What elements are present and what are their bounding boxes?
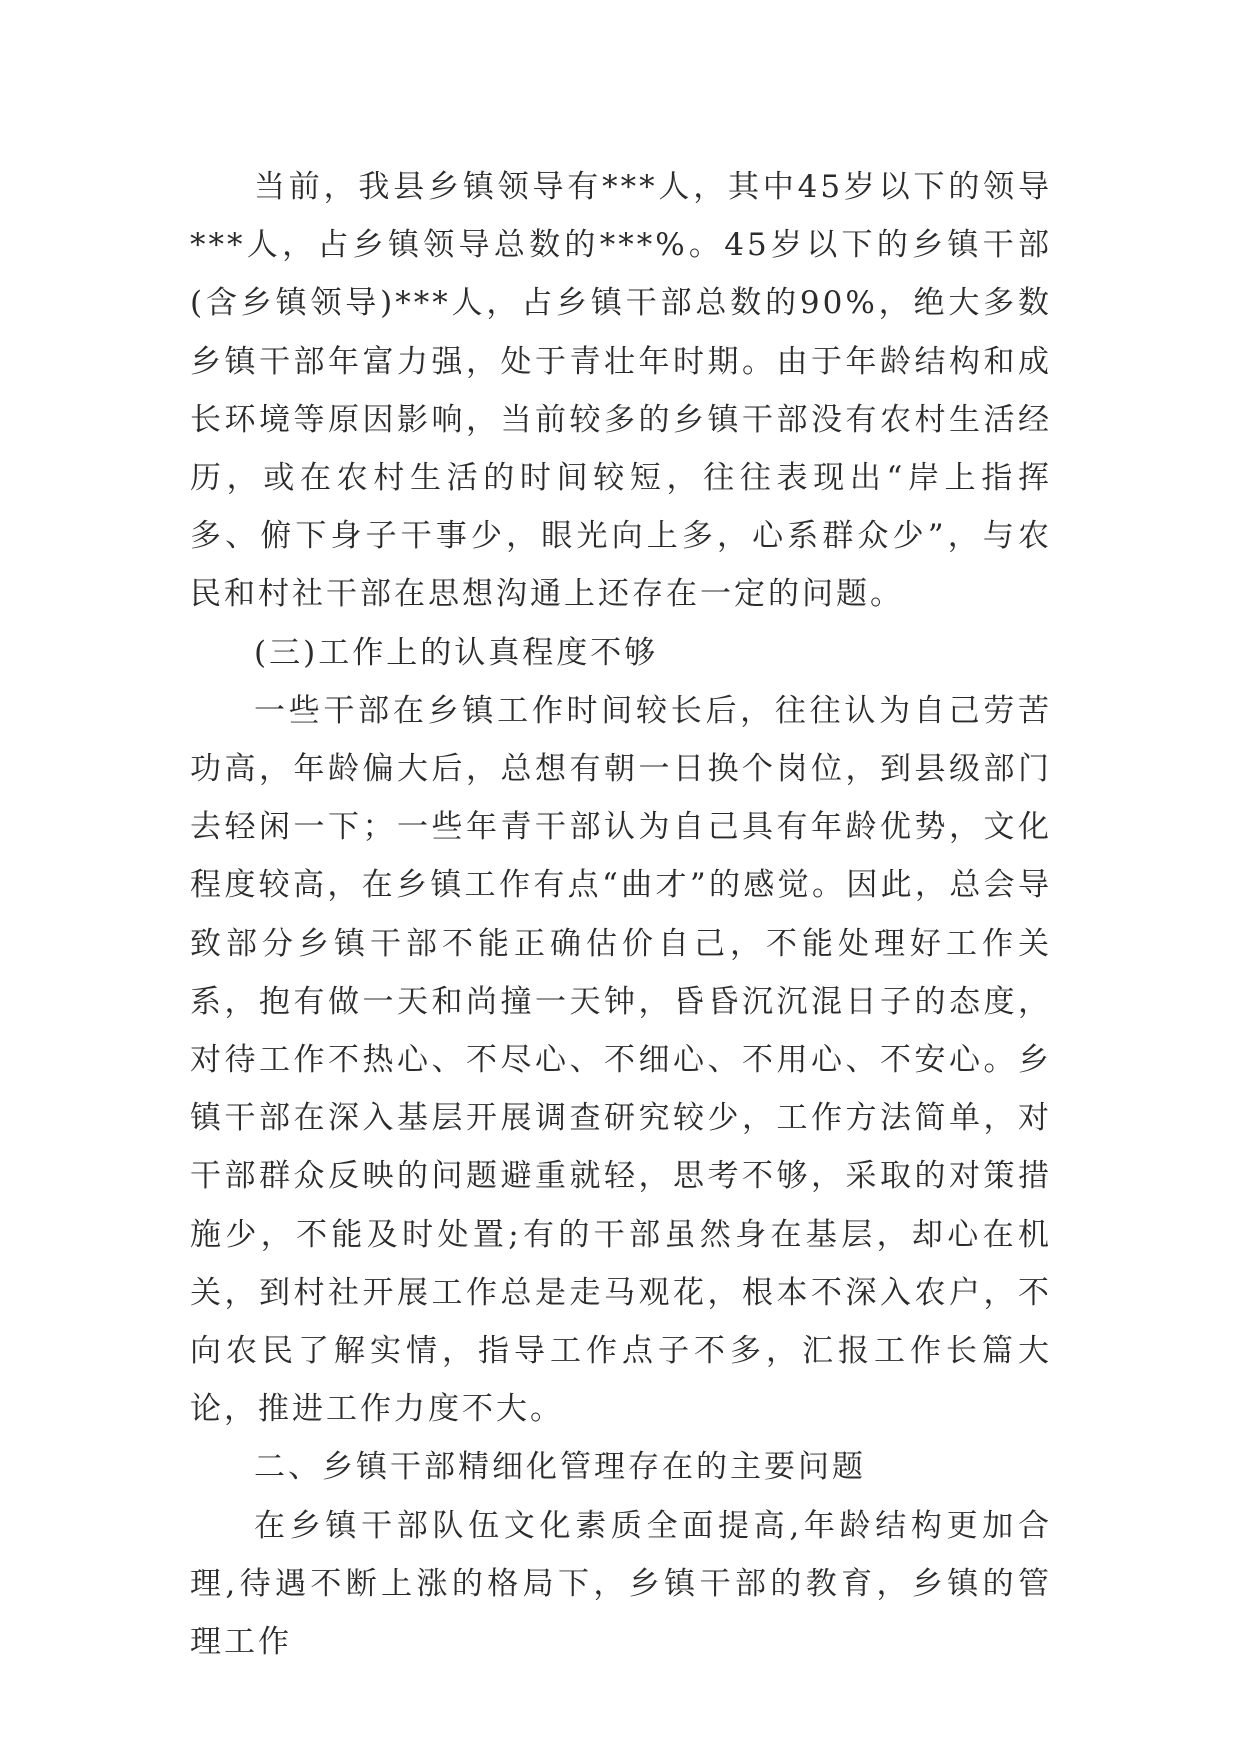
- paragraph-management-issues: 在乡镇干部队伍文化素质全面提高,年龄结构更加合理,待遇不断上涨的格局下，乡镇干部的教育，乡镇的管理工作: [190, 1507, 1052, 1661]
- section-heading-2: 二、乡镇干部精细化管理存在的主要问题: [254, 1449, 866, 1486]
- section-heading-3: (三)工作上的认真程度不够: [254, 634, 659, 671]
- paragraph-leadership-age: 当前，我县乡镇领导有***人，其中45岁以下的领导***人，占乡镇领导总数的***%。45岁以下的乡镇干部(含乡镇领导)***人，占乡镇干部总数的90%，绝大多数乡镇干部年富力强，处于青壮年时期。由于年龄结构和成长环境等原因影响，当前较多的乡镇干部没有农村生活经历，或在农村生活的时间较短，往往表现出“岸上指挥多、俯下身子干事少，眼光向上多，心系群众少”，与农民和村社干部在思想沟通上还存在一定的问题。: [190, 169, 1052, 613]
- document-body: [190, 158, 1052, 1671]
- paragraph-work-attitude: 一些干部在乡镇工作时间较长后，往往认为自己劳苦功高，年龄偏大后，总想有朝一日换个岗位，到县级部门去轻闲一下；一些年青干部认为自己具有年龄优势，文化程度较高，在乡镇工作有点“曲才”的感觉。因此，总会导致部分乡镇干部不能正确估价自己，不能处理好工作关系，抱有做一天和尚撞一天钟，昏昏沉沉混日子的态度，对待工作不热心、不尽心、不细心、不用心、不安心。乡镇干部在深入基层开展调查研究较少，工作方法简单，对干部群众反映的问题避重就轻，思考不够，采取的对策措施少，不能及时处置;有的干部虽然身在基层，却心在机关，到村社开展工作总是走马观花，根本不深入农户，不向农民了解实情，指导工作点子不多，汇报工作长篇大论，推进工作力度不大。: [190, 692, 1052, 1428]
